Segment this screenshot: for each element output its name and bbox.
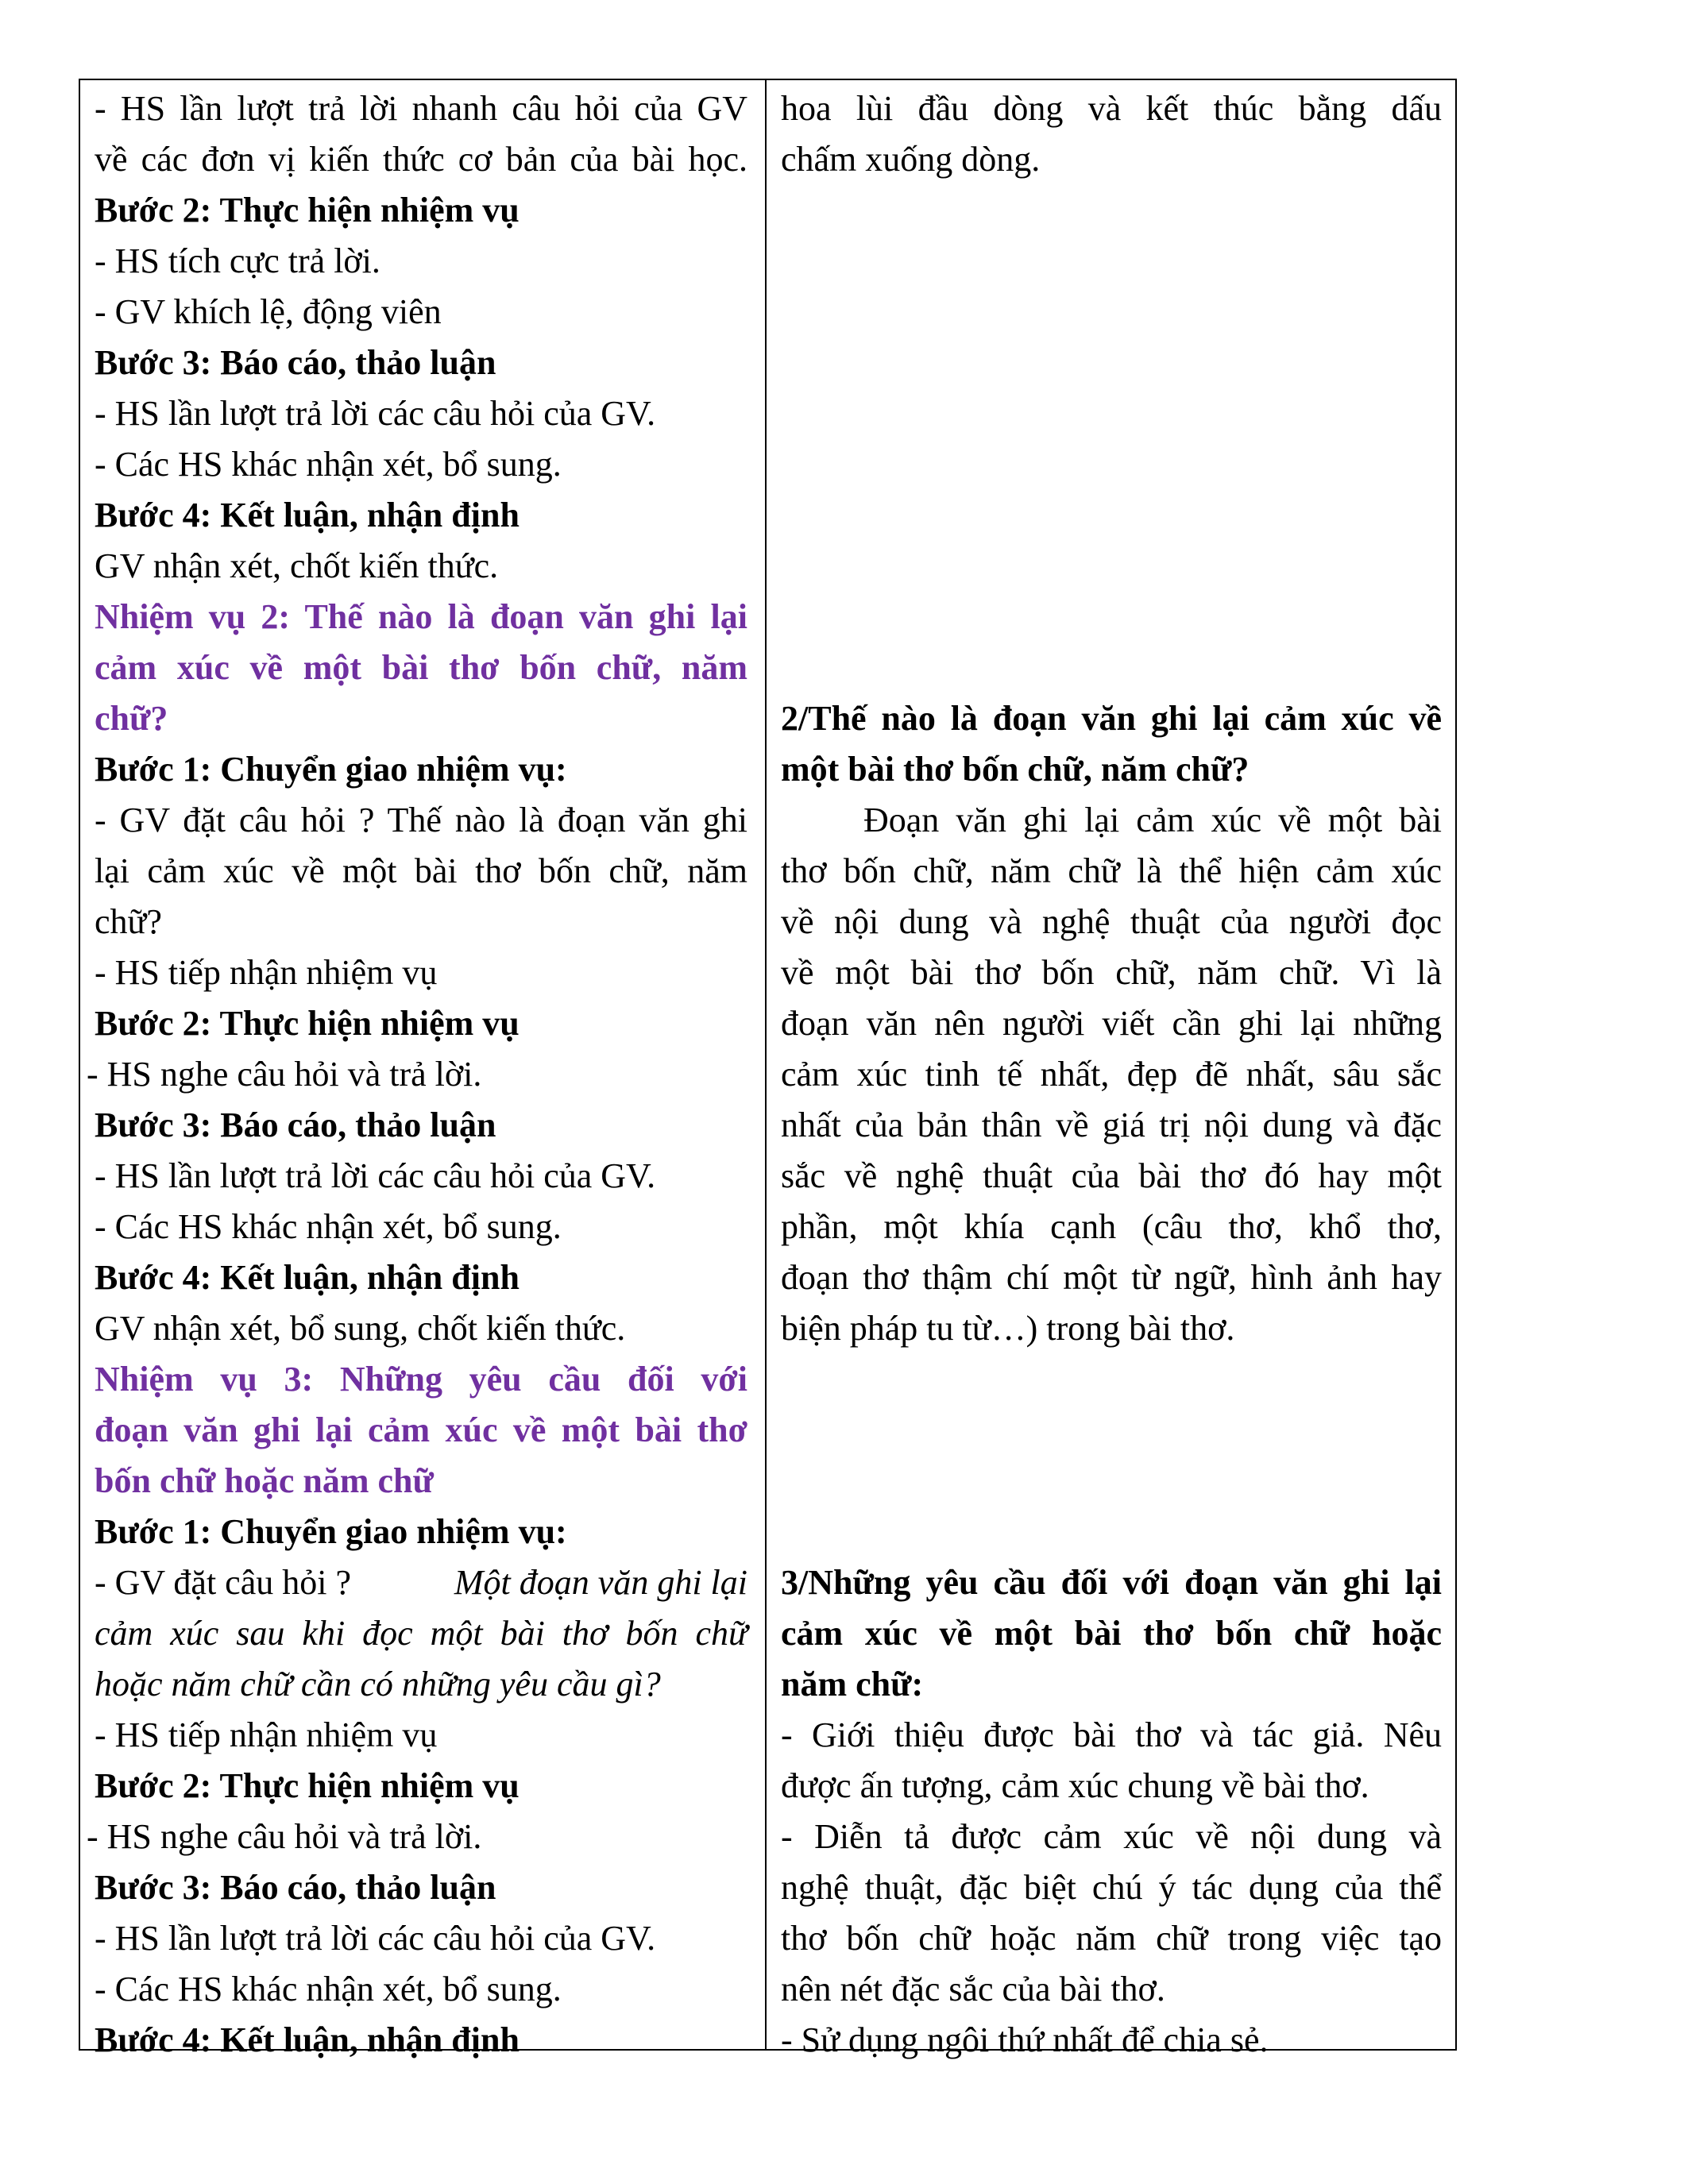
text-line: được ấn tượng, cảm xúc chung về bài thơ. (781, 1766, 1369, 1805)
text-line: chấm xuống dòng. (781, 140, 1041, 179)
text-line: - Các HS khác nhận xét, bổ sung. (95, 445, 562, 484)
paragraph-line: về một bài thơ bốn chữ, năm chữ. Vì là (781, 953, 1442, 992)
text-line: - Sử dụng ngôi thứ nhất để chia sẻ. (781, 2020, 1269, 2059)
text-line: - HS nghe câu hỏi và trả lời. (87, 1055, 482, 1094)
question-text: hoặc năm chữ cần có những yêu cầu gì? (95, 1665, 661, 1704)
text-line: - HS lần lượt trả lời nhanh câu hỏi của GV (95, 89, 747, 128)
step-heading: Bước 2: Thực hiện nhiệm vụ (95, 191, 520, 230)
task-heading: Nhiệm vụ 2: Thế nào là đoạn văn ghi lại (95, 597, 747, 636)
task-heading: bốn chữ hoặc năm chữ (95, 1461, 434, 1500)
text-line: - HS tích cực trả lời. (95, 241, 380, 280)
step-heading: Bước 2: Thực hiện nhiệm vụ (95, 1766, 520, 1805)
text-line: lại cảm xúc về một bài thơ bốn chữ, năm (95, 851, 747, 890)
text-line: chữ? (95, 902, 162, 941)
text-line: - HS nghe câu hỏi và trả lời. (87, 1817, 482, 1856)
step-heading: Bước 3: Báo cáo, thảo luận (95, 343, 496, 382)
text-line: - HS lần lượt trả lời các câu hỏi của GV. (95, 1919, 656, 1958)
step-heading: Bước 1: Chuyển giao nhiệm vụ: (95, 750, 567, 789)
text-line: nghệ thuật, đặc biệt chú ý tác dụng của thể (781, 1868, 1442, 1907)
task-heading: cảm xúc về một bài thơ bốn chữ, năm (95, 648, 747, 687)
task-heading: đoạn văn ghi lại cảm xúc về một bài thơ (95, 1410, 747, 1449)
lesson-table (79, 79, 1457, 2059)
paragraph-line: đoạn thơ thậm chí một từ ngữ, hình ảnh hay (781, 1258, 1442, 1297)
step-heading: Bước 3: Báo cáo, thảo luận (95, 1106, 496, 1144)
text-line: GV nhận xét, chốt kiến thức. (95, 546, 499, 585)
text-line: - GV khích lệ, động viên (95, 292, 442, 331)
text-line: - Các HS khác nhận xét, bổ sung. (95, 1207, 562, 1246)
step-heading: Bước 3: Báo cáo, thảo luận (95, 1868, 496, 1907)
question-text: Một đoạn văn ghi lại (454, 1563, 747, 1602)
text-line: - Giới thiệu được bài thơ và tác giả. Nêu (781, 1715, 1442, 1754)
text-line: thơ bốn chữ hoặc năm chữ trong việc tạo (781, 1919, 1442, 1958)
question-line (95, 1557, 747, 1608)
task-heading: chữ? (95, 699, 168, 738)
question-text: cảm xúc sau khi đọc một bài thơ bốn chữ (95, 1614, 747, 1653)
section-heading: 2/Thế nào là đoạn văn ghi lại cảm xúc về (781, 699, 1442, 738)
paragraph-line: về nội dung và nghệ thuật của người đọc (781, 902, 1442, 941)
paragraph-line: thơ bốn chữ, năm chữ là thể hiện cảm xúc (781, 851, 1442, 890)
paragraph-line: cảm xúc tinh tế nhất, đẹp đẽ nhất, sâu sắc (781, 1055, 1442, 1094)
section-heading: năm chữ: (781, 1665, 924, 1704)
step-heading: Bước 4: Kết luận, nhận định (95, 496, 520, 534)
text-line: nên nét đặc sắc của bài thơ. (781, 1970, 1165, 2008)
column-divider (765, 80, 767, 2049)
text-line: - HS tiếp nhận nhiệm vụ (95, 953, 438, 992)
text-line: GV nhận xét, bổ sung, chốt kiến thức. (95, 1309, 626, 1348)
section-heading: một bài thơ bốn chữ, năm chữ? (781, 750, 1250, 789)
text-line: - Các HS khác nhận xét, bổ sung. (95, 1970, 562, 2008)
paragraph-line: đoạn văn nên người viết cần ghi lại những (781, 1004, 1442, 1043)
section-heading: cảm xúc về một bài thơ bốn chữ hoặc (781, 1614, 1442, 1653)
paragraph-line: phần, một khía cạnh (câu thơ, khổ thơ, (781, 1207, 1442, 1246)
text-line: hoa lùi đầu dòng và kết thúc bằng dấu (781, 89, 1442, 128)
paragraph-line: nhất của bản thân về giá trị nội dung và đặc (781, 1106, 1442, 1144)
step-heading: Bước 1: Chuyển giao nhiệm vụ: (95, 1512, 567, 1551)
text-line: - Diễn tả được cảm xúc về nội dung và (781, 1817, 1442, 1856)
section-heading: 3/Những yêu cầu đối với đoạn văn ghi lại (781, 1563, 1442, 1602)
step-heading: Bước 4: Kết luận, nhận định (95, 2020, 520, 2059)
text-line: - GV đặt câu hỏi ? Thế nào là đoạn văn ghi (95, 801, 747, 839)
step-heading: Bước 2: Thực hiện nhiệm vụ (95, 1004, 520, 1043)
paragraph-line: Đoạn văn ghi lại cảm xúc về một bài (863, 801, 1442, 839)
text-line: - HS lần lượt trả lời các câu hỏi của GV. (95, 394, 656, 433)
step-heading: Bước 4: Kết luận, nhận định (95, 1258, 520, 1297)
question-prefix: - GV đặt câu hỏi ? (95, 1563, 351, 1602)
text-line: - HS tiếp nhận nhiệm vụ (95, 1715, 438, 1754)
paragraph-line: sắc về nghệ thuật của bài thơ đó hay một (781, 1156, 1442, 1195)
paragraph-line: biện pháp tu từ…) trong bài thơ. (781, 1309, 1235, 1348)
task-heading: Nhiệm vụ 3: Những yêu cầu đối với (95, 1360, 747, 1399)
text-line: - HS lần lượt trả lời các câu hỏi của GV. (95, 1156, 656, 1195)
text-line: về các đơn vị kiến thức cơ bản của bài học. (95, 140, 747, 179)
